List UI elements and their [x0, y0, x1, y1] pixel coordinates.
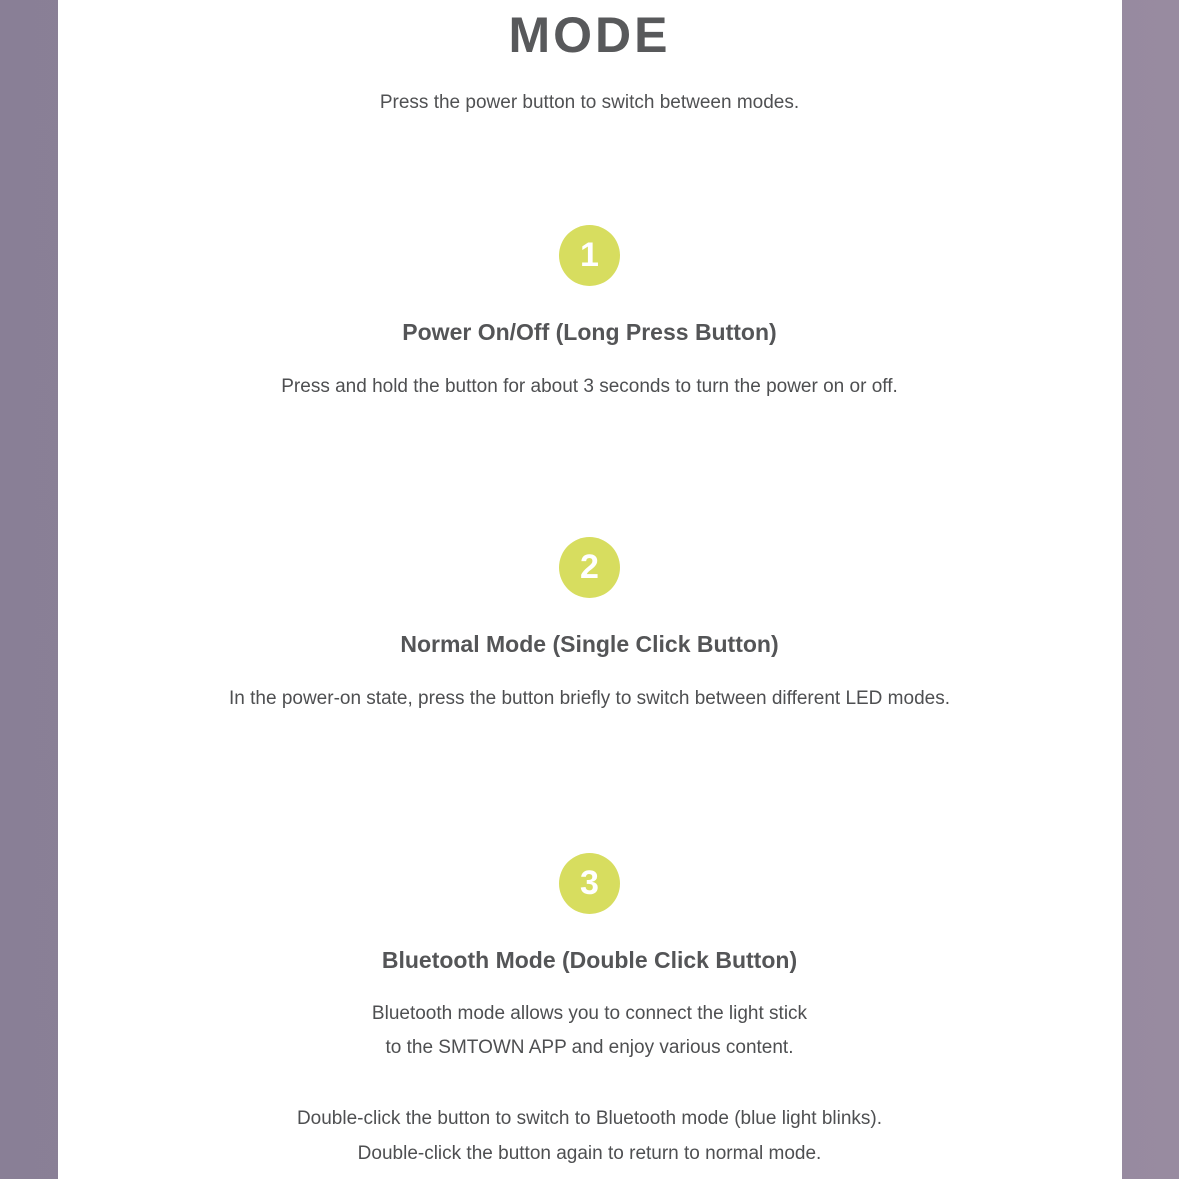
step-power-on-off	[58, 225, 1122, 404]
step-description	[58, 997, 1122, 1065]
step-number-badge: 1	[559, 225, 620, 286]
description-line: to the SMTOWN APP and enjoy various content.	[385, 1037, 794, 1059]
content-panel	[58, 0, 1122, 1179]
step-heading: Bluetooth Mode (Double Click Button)	[381, 946, 798, 973]
step-number-badge: 2	[559, 537, 620, 598]
step-description: In the power-on state, press the button briefly to switch between different LED modes.	[229, 687, 950, 709]
description-line: Double-click the button again to return to normal mode.	[357, 1143, 822, 1165]
page-subtitle: Press the power button to switch between modes.	[379, 91, 800, 113]
step-bluetooth-mode	[58, 853, 1122, 1172]
step-heading: Normal Mode (Single Click Button)	[400, 630, 779, 657]
step-description: Press and hold the button for about 3 seconds to turn the power on or off.	[281, 375, 898, 397]
step-heading: Power On/Off (Long Press Button)	[402, 319, 777, 346]
step-number-badge: 3	[559, 853, 620, 914]
step-description-secondary	[58, 1101, 1122, 1171]
description-line: Bluetooth mode allows you to connect the light stick	[371, 1003, 808, 1025]
step-normal-mode	[58, 537, 1122, 716]
description-line: Double-click the button to switch to Bluetooth mode (blue light blinks).	[296, 1108, 883, 1130]
page-title: MODE	[508, 7, 671, 63]
